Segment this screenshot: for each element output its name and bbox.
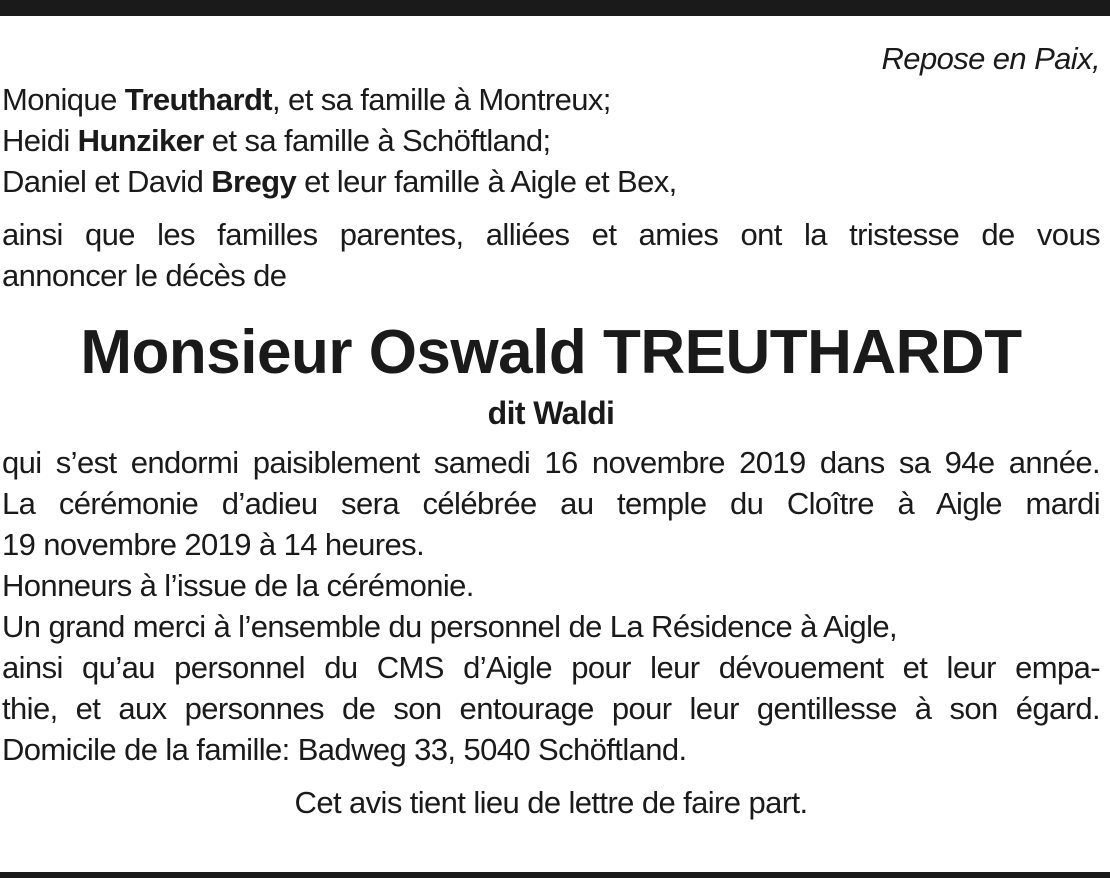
- spacer: [2, 202, 1100, 214]
- family-surname: Hunziker: [77, 123, 204, 158]
- family-surname: Treuthardt: [124, 82, 273, 117]
- top-border-rule: [0, 0, 1110, 16]
- ceremony-line-1: La cérémonie d’adieu sera célébrée au temple du Cloître à Aigle mardi: [2, 486, 1100, 521]
- ceremony-line-2: 19 novembre 2019 à 14 heures.: [2, 527, 425, 562]
- thanks-line-3: thie, et aux personnes de son entourage pour leur gentillesse à son égard.: [2, 691, 1100, 726]
- honours-line: Honneurs à l’issue de la cérémonie.: [2, 568, 474, 603]
- family-suffix: et sa famille à Schöftland;: [203, 123, 551, 158]
- announcement-line-1: ainsi que les familles parentes, alliées et amies ont la tristesse de vous: [2, 217, 1100, 252]
- family-surname: Bregy: [211, 164, 297, 199]
- announcement: [2, 214, 1100, 296]
- obituary-notice: [2, 38, 1100, 823]
- motto: Repose en Paix,: [881, 41, 1100, 76]
- deceased-alias: dit Waldi: [487, 395, 615, 431]
- closing-line: Cet avis tient lieu de lettre de faire part.: [294, 785, 808, 820]
- family-suffix: et leur famille à Aigle et Bex,: [296, 164, 677, 199]
- thanks-line-2: ainsi qu’au personnel du CMS d’Aigle pour leur dévouement et leur empa-: [2, 650, 1100, 685]
- family-prefix: Monique: [2, 82, 125, 117]
- thanks-line-1: Un grand merci à l’ensemble du personnel de La Résidence à Aigle,: [2, 609, 898, 644]
- announcement-line-2: annoncer le décès de: [2, 258, 287, 293]
- domicile-line: Domicile de la famille: Badweg 33, 5040 Schöftland.: [2, 732, 687, 767]
- family-line-1: [2, 79, 1100, 120]
- family-line-2: [2, 120, 1100, 161]
- family-line-3: [2, 161, 1100, 202]
- passed-line: qui s’est endormi paisiblement samedi 16 novembre 2019 dans sa 94e année.: [2, 445, 1100, 480]
- family-suffix: , et sa famille à Montreux;: [272, 82, 611, 117]
- deceased-name: Monsieur Oswald TREUTHARDT: [80, 318, 1022, 387]
- bottom-border-rule: [0, 872, 1110, 878]
- family-prefix: Heidi: [2, 123, 78, 158]
- family-prefix: Daniel et David: [2, 164, 212, 199]
- family-list: [2, 79, 1100, 202]
- notice-body: [2, 442, 1100, 770]
